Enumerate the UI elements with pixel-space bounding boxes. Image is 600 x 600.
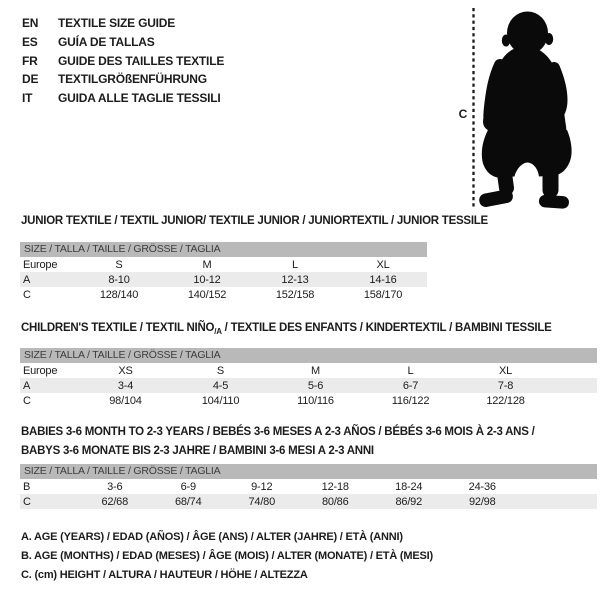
table-row-age [20,272,427,287]
table-cell: 98/104 [109,394,142,407]
table-cell: 8-10 [108,273,130,286]
table-cell: 128/140 [99,288,139,301]
table-cell: 12-18 [321,480,349,493]
babies-table-title [21,423,535,461]
size-header-text: SIZE / TALLA / TAILLE / GRÖSSE / TAGLIA [24,349,221,361]
table-cell: 6-7 [402,379,419,392]
table-row-height [20,287,427,302]
babies-table [20,479,597,509]
column-header: L [407,364,414,377]
footnote-age-months: B. AGE (MONTHS) / EDAD (MESES) / ÂGE (MOIS) / ALTER (MONATE) / ETÀ (MESI) [21,549,433,562]
size-header-text: SIZE / TALLA / TAILLE / GRÖSSE / TAGLIA [24,243,221,255]
guide-title: GUIDA ALLE TAGLIE TESSILI [58,91,221,106]
language-code: ES [22,35,38,50]
row-label: C [23,288,31,301]
table-cell: 92/98 [468,495,496,508]
babies-title-line1: BABIES 3-6 MONTH TO 2-3 YEARS / BEBÉS 3-6 MESES A 2-3 AÑOS / BÉBÉS 3-6 MOIS À 2-3 ANS / [21,426,535,438]
guide-title: GUIDE DES TAILLES TEXTILE [58,53,225,68]
table-cell: 122/128 [486,394,525,407]
table-cell: 10-12 [193,273,221,286]
guide-title: TEXTILGRÖßENFÜHRUNG [58,72,207,87]
babies-title-line2: BABYS 3-6 MONATE BIS 2-3 JAHRE / BAMBINI 3-6 MESI A 2-3 ANNI [21,445,374,457]
table-cell: 3-4 [117,379,134,392]
junior-table-title: JUNIOR TEXTILE / TEXTIL JUNIOR/ TEXTILE JUNIOR / JUNIORTEXTIL / JUNIOR TESSILE [21,215,488,227]
footnote-legend [21,531,433,587]
column-header: M [202,258,212,271]
language-row-de [22,70,224,89]
language-code: IT [22,91,33,106]
children-title-pre: CHILDREN'S TEXTILE / TEXTIL NIÑO [21,322,215,334]
language-row-en [22,14,224,33]
column-header: XS [118,364,133,377]
table-cell: 158/170 [363,288,403,301]
table-cell: 104/110 [201,394,240,407]
row-label: A [23,379,31,392]
table-cell: 110/116 [297,394,334,407]
height-measure-label: C [458,107,468,121]
column-header: Europe [23,258,58,271]
table-cell: 68/74 [174,495,202,508]
table-cell: 5-6 [307,379,324,392]
table-cell: 4-5 [212,379,229,392]
column-header: M [311,364,320,377]
children-title-post: / TEXTILE DES ENFANTS / KINDERTEXTIL / BAMBINI TESSILE [221,322,552,334]
table-cell: 80/86 [321,495,349,508]
row-label: C [23,394,31,407]
column-header: XL [376,258,390,271]
size-header-text: SIZE / TALLA / TAILLE / GRÖSSE / TAGLIA [24,465,221,477]
language-code: EN [22,16,39,31]
table-cell: 24-36 [468,480,496,493]
column-header: L [292,258,298,271]
table-cell: 140/152 [187,288,227,301]
table-cell: 74/80 [248,495,276,508]
row-label: C [23,495,31,508]
table-cell: 86/92 [395,495,423,508]
column-header: XL [498,364,513,377]
table-row-columns [20,363,597,378]
language-title-list [22,14,224,107]
column-header: S [216,364,225,377]
table-cell: 62/68 [101,495,129,508]
table-cell: 18-24 [395,480,423,493]
table-cell: 9-12 [251,480,273,493]
table-cell: 152/158 [275,288,315,301]
babies-size-header-bar [20,464,597,479]
junior-table [20,257,427,302]
table-cell: 12-13 [281,273,309,286]
children-size-header-bar [20,348,597,363]
row-label: B [23,480,31,493]
children-table [20,363,597,408]
table-cell: 3-6 [107,480,123,493]
table-row-height [20,393,597,408]
language-row-fr [22,51,224,70]
toddler-silhouette-image [450,2,600,214]
language-code: FR [22,53,38,68]
table-cell: 6-9 [180,480,196,493]
table-cell: 116/122 [391,394,430,407]
language-row-es [22,33,224,52]
junior-size-header-bar [20,242,427,257]
table-cell: 7-8 [497,379,514,392]
column-header: S [115,258,123,271]
footnote-height-cm: C. (cm) HEIGHT / ALTURA / HAUTEUR / HÖHE / ALTEZZA [21,568,308,581]
column-header: Europe [23,364,58,377]
table-row-columns [20,257,427,272]
table-row-height [20,494,597,509]
table-row-age [20,378,597,393]
children-title-subscript: /A [214,326,222,336]
guide-title: GUÍA DE TALLAS [58,35,155,50]
guide-title: TEXTILE SIZE GUIDE [58,16,176,31]
language-code: DE [22,72,39,87]
table-cell: 14-16 [369,273,397,286]
footnote-age-years: A. AGE (YEARS) / EDAD (AÑOS) / ÂGE (ANS) / ALTER (JAHRE) / ETÀ (ANNI) [21,531,403,543]
row-label: A [23,273,31,286]
table-row-age [20,479,597,494]
children-table-title [21,322,552,334]
language-row-it [22,89,224,108]
